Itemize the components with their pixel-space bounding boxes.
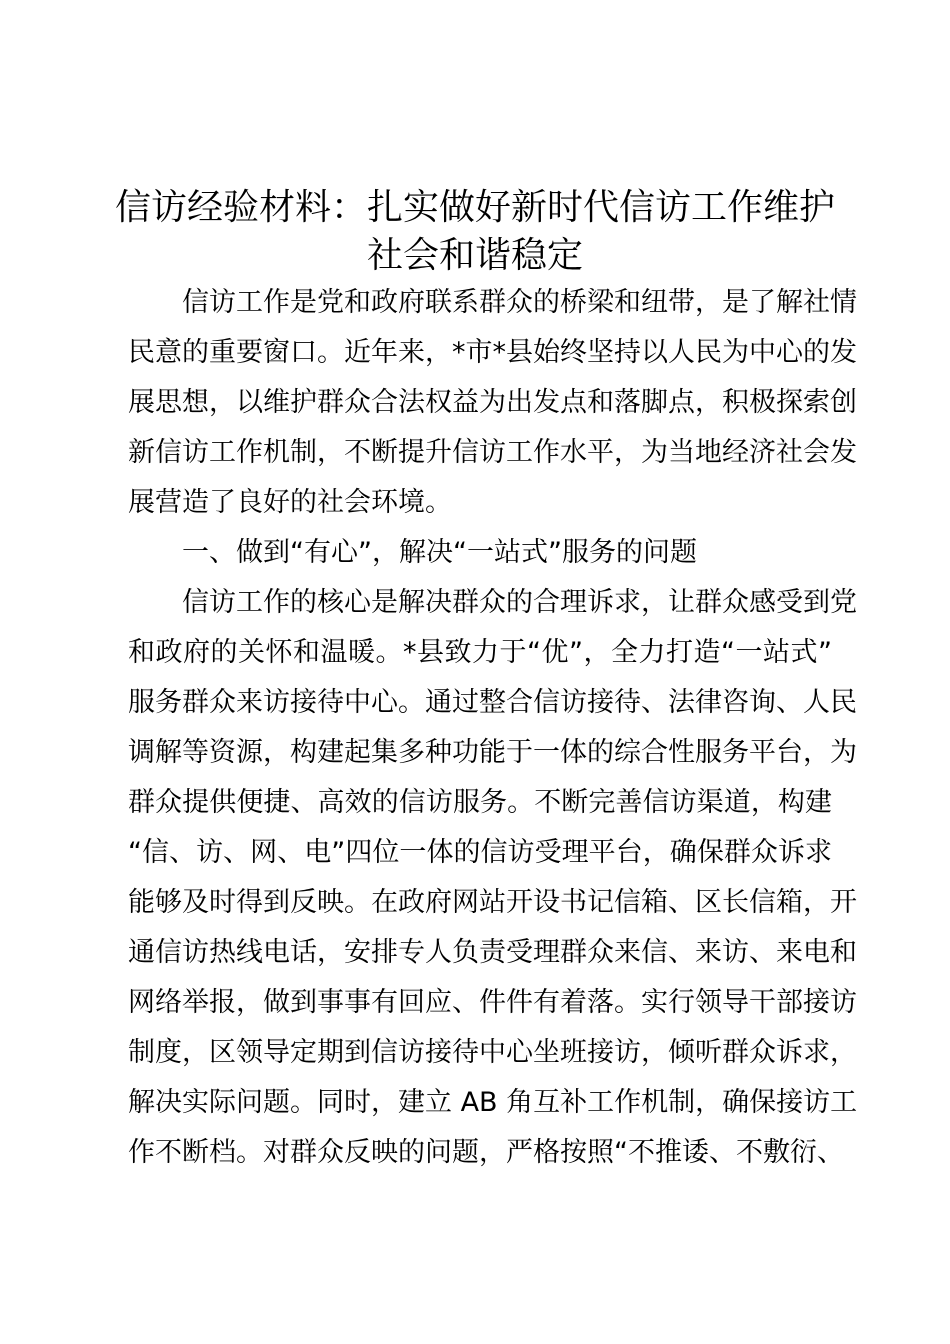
paragraph-1-line-5: 展营造了良好的社会环境。 xyxy=(128,487,452,518)
paragraph-1-line-2: 民意的重要窗口。近年来，*市*县始终坚持以人民为中心的发 xyxy=(128,337,857,368)
paragraph-2-line-10: 制度，区领导定期到信访接待中心坐班接访，倾听群众诉求， xyxy=(128,1037,857,1068)
paragraph-2-line-7: 能够及时得到反映。在政府网站开设书记信箱、区长信箱，开 xyxy=(128,887,857,918)
paragraph-1-line-4: 新信访工作机制，不断提升信访工作水平，为当地经济社会发 xyxy=(128,437,857,468)
paragraph-1-line-1: 信访工作是党和政府联系群众的桥梁和纽带，是了解社情 xyxy=(182,287,857,318)
section-heading-1: 一、做到“有心”，解决“一站式”服务的问题 xyxy=(182,537,697,568)
paragraph-2-line-12: 作不断档。对群众反映的问题，严格按照“不推诿、不敷衍、 xyxy=(128,1137,844,1168)
document-title-line-1: 信访经验材料：扎实做好新时代信访工作维护 xyxy=(114,187,835,228)
paragraph-2-line-4: 调解等资源，构建起集多种功能于一体的综合性服务平台，为 xyxy=(128,737,857,768)
paragraph-2-line-11: 解决实际问题。同时，建立 AB 角互补工作机制，确保接访工 xyxy=(128,1087,858,1118)
paragraph-2-line-3: 服务群众来访接待中心。通过整合信访接待、法律咨询、人民 xyxy=(128,687,857,718)
paragraph-2-line-5: 群众提供便捷、高效的信访服务。不断完善信访渠道，构建 xyxy=(128,787,832,818)
paragraph-2-line-1: 信访工作的核心是解决群众的合理诉求，让群众感受到党 xyxy=(182,587,857,618)
document-title-line-2: 社会和谐稳定 xyxy=(366,235,583,276)
paragraph-2-line-9: 网络举报，做到事事有回应、件件有着落。实行领导干部接访 xyxy=(128,987,857,1018)
paragraph-2-line-6: “信、访、网、电”四位一体的信访受理平台，确保群众诉求 xyxy=(128,837,832,868)
paragraph-2-line-8: 通信访热线电话，安排专人负责受理群众来信、来访、来电和 xyxy=(128,937,857,968)
paragraph-2-line-2: 和政府的关怀和温暖。*县致力于“优”，全力打造“一站式” xyxy=(128,637,832,668)
paragraph-1-line-3: 展思想，以维护群众合法权益为出发点和落脚点，积极探索创 xyxy=(128,387,857,418)
